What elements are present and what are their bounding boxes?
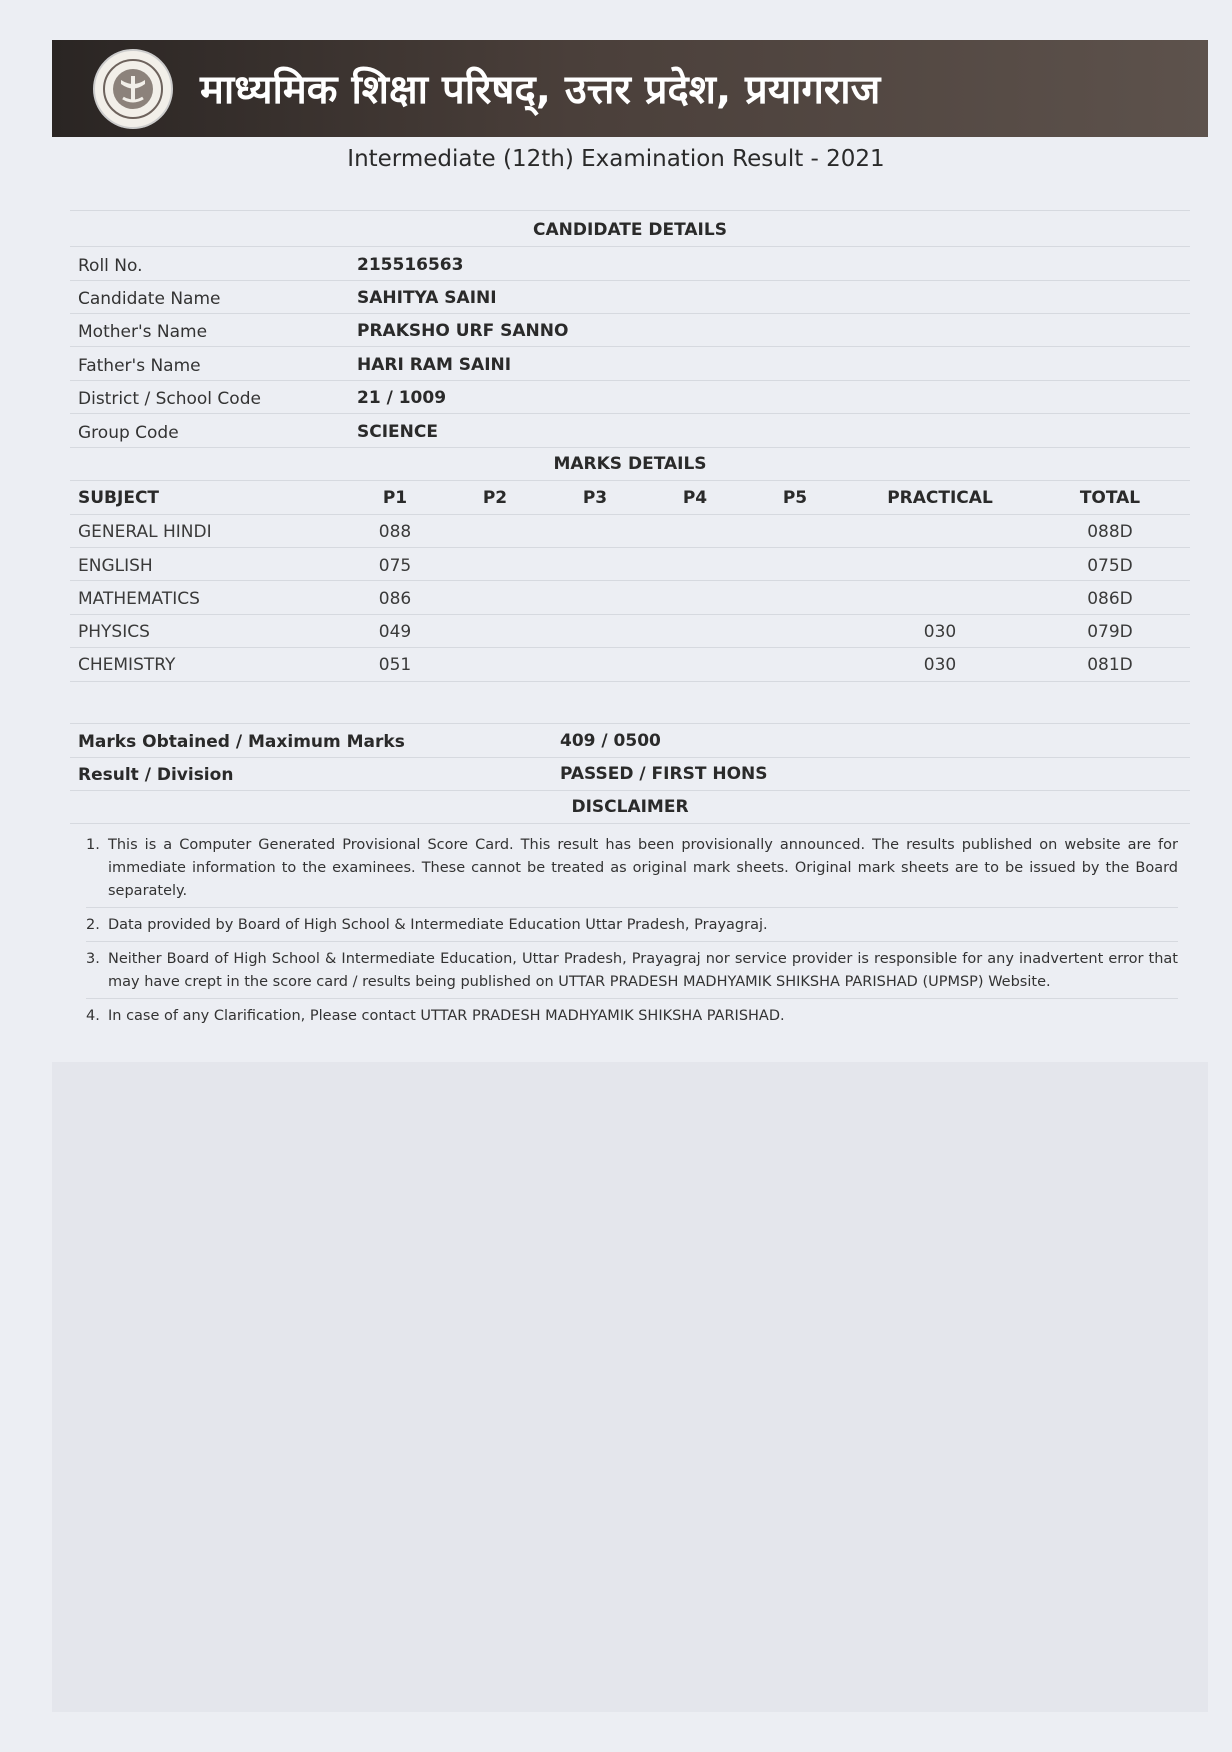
divider xyxy=(70,681,1190,682)
disclaimer-item xyxy=(86,948,1178,999)
total-cell: 081D xyxy=(1087,655,1133,675)
candidate-details-heading: CANDIDATE DETAILS xyxy=(533,220,727,240)
divider xyxy=(70,580,1190,581)
field-roll-no xyxy=(70,249,1190,282)
marks-obtained-label: Marks Obtained / Maximum Marks xyxy=(78,732,405,752)
field-value: 215516563 xyxy=(357,255,464,275)
divider xyxy=(70,210,1190,211)
disclaimer-item xyxy=(86,914,1178,942)
marks-obtained-value: 409 / 0500 xyxy=(560,731,661,751)
divider xyxy=(70,447,1190,448)
divider xyxy=(70,547,1190,548)
board-name-title: माध्यमिक शिक्षा परिषद्, उत्तर प्रदेश, प्रयागराज xyxy=(200,67,881,113)
disclaimer-item-text: Data provided by Board of High School & Intermediate Education Uttar Pradesh, Prayagraj. xyxy=(108,917,768,933)
disclaimer-item-number: 4. xyxy=(86,1008,100,1024)
total-cell: 075D xyxy=(1087,556,1133,576)
field-label: Roll No. xyxy=(78,256,143,276)
practical-cell: 030 xyxy=(923,622,957,642)
marks-details-heading: MARKS DETAILS xyxy=(553,454,707,474)
disclaimer-item xyxy=(86,1005,1178,1032)
table-row xyxy=(70,582,1190,615)
table-row xyxy=(70,615,1190,648)
disclaimer-item-number: 3. xyxy=(86,951,100,967)
column-header-p4: P4 xyxy=(682,488,708,508)
field-district-school-code xyxy=(70,382,1190,415)
result-division-value: PASSED / FIRST HONS xyxy=(560,764,768,784)
disclaimer-list xyxy=(86,834,1178,1038)
column-header-p5: P5 xyxy=(782,488,808,508)
divider xyxy=(70,380,1190,381)
field-value: SCIENCE xyxy=(357,422,438,442)
disclaimer-item-number: 2. xyxy=(86,917,100,933)
p1-cell: 051 xyxy=(378,655,412,675)
divider xyxy=(70,790,1190,791)
disclaimer-item-text: This is a Computer Generated Provisional Score Card. This result has been provisionally announced. The results published on website are for immediate information to the examinees. These cannot be treated as original mark sheets. Original mark sheets are to be issued by the Board separately. xyxy=(108,837,1178,899)
divider xyxy=(70,413,1190,414)
field-label: Father's Name xyxy=(78,356,201,376)
subject-cell: PHYSICS xyxy=(78,622,150,642)
field-label: Candidate Name xyxy=(78,289,221,309)
result-division-label: Result / Division xyxy=(78,765,234,785)
disclaimer-item xyxy=(86,834,1178,908)
subject-cell: MATHEMATICS xyxy=(78,589,200,609)
p1-cell: 075 xyxy=(378,556,412,576)
disclaimer-item-number: 1. xyxy=(86,837,100,853)
p1-cell: 049 xyxy=(378,622,412,642)
subject-cell: ENGLISH xyxy=(78,556,153,576)
table-row xyxy=(70,549,1190,582)
field-label: Mother's Name xyxy=(78,322,208,342)
table-row xyxy=(70,515,1190,548)
practical-cell: 030 xyxy=(923,655,957,675)
field-father-name xyxy=(70,349,1190,382)
subject-cell: CHEMISTRY xyxy=(78,655,176,675)
subject-cell: GENERAL HINDI xyxy=(78,522,212,542)
divider xyxy=(70,346,1190,347)
marks-table-header xyxy=(70,481,1190,514)
field-group-code xyxy=(70,416,1190,449)
disclaimer-item-text: In case of any Clarification, Please contact UTTAR PRADESH MADHYAMIK SHIKSHA PARISHAD. xyxy=(108,1008,785,1024)
total-cell: 079D xyxy=(1087,622,1133,642)
total-cell: 086D xyxy=(1087,589,1133,609)
blank-lower-panel xyxy=(52,1062,1208,1712)
total-cell: 088D xyxy=(1087,522,1133,542)
header-banner xyxy=(52,40,1208,137)
exam-title: Intermediate (12th) Examination Result - 2021 xyxy=(347,146,885,172)
divider xyxy=(70,723,1190,724)
disclaimer-item-text: Neither Board of High School & Intermediate Education, Uttar Pradesh, Prayagraj nor service provider is responsible for any inadvertent error that may have crept in the score card / results being published on UTTAR PRADESH MADHYAMIK SHIKSHA PARISHAD (UPMSP) Website. xyxy=(108,951,1178,990)
field-label: Group Code xyxy=(78,423,179,443)
field-candidate-name xyxy=(70,282,1190,315)
field-value: SAHITYA SAINI xyxy=(357,288,497,308)
p1-cell: 086 xyxy=(378,589,412,609)
table-row xyxy=(70,648,1190,681)
column-header-p3: P3 xyxy=(582,488,608,508)
column-header-p1: P1 xyxy=(382,488,408,508)
field-value: 21 / 1009 xyxy=(357,388,447,408)
field-value: HARI RAM SAINI xyxy=(357,355,512,375)
divider xyxy=(70,280,1190,281)
divider xyxy=(70,823,1190,824)
divider xyxy=(70,246,1190,247)
field-label: District / School Code xyxy=(78,389,261,409)
column-header-practical: PRACTICAL xyxy=(887,488,993,508)
p1-cell: 088 xyxy=(378,522,412,542)
marks-obtained-row xyxy=(70,725,1190,758)
column-header-p2: P2 xyxy=(482,488,508,508)
column-header-subject: SUBJECT xyxy=(78,488,160,508)
board-emblem-logo xyxy=(92,48,174,130)
disclaimer-heading: DISCLAIMER xyxy=(571,797,689,817)
field-mother-name xyxy=(70,315,1190,348)
result-division-row xyxy=(70,758,1190,791)
field-value: PRAKSHO URF SANNO xyxy=(357,321,569,341)
column-header-total: TOTAL xyxy=(1079,488,1141,508)
divider xyxy=(70,313,1190,314)
